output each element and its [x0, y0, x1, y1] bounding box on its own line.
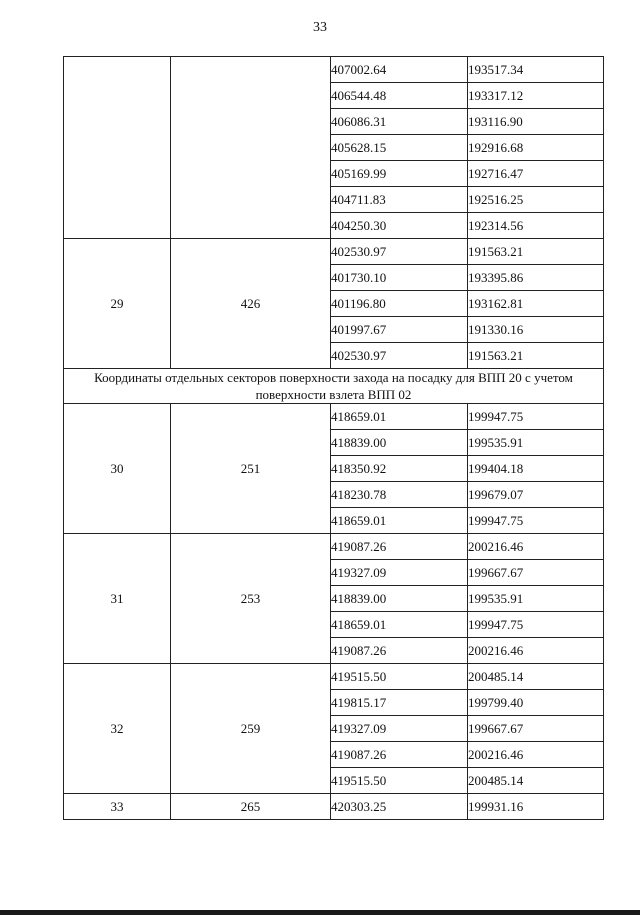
coordinate-x-cell: 420303.25 [331, 794, 468, 820]
coordinate-y-cell: 191330.16 [468, 317, 604, 343]
sector-number-cell: 29 [64, 239, 171, 369]
coordinate-y-cell: 199799.40 [468, 690, 604, 716]
coordinate-x-cell: 405169.99 [331, 161, 468, 187]
coordinates-table [63, 56, 604, 820]
coordinate-x-cell: 418659.01 [331, 612, 468, 638]
coordinate-x-cell: 407002.64 [331, 57, 468, 83]
table-row [64, 404, 604, 430]
coordinate-y-cell: 199947.75 [468, 612, 604, 638]
coordinate-y-cell: 191563.21 [468, 343, 604, 369]
coordinate-x-cell: 418659.01 [331, 404, 468, 430]
sector-number-cell: 30 [64, 404, 171, 534]
coordinate-x-cell: 418659.01 [331, 508, 468, 534]
page-number: 33 [313, 20, 327, 35]
coordinate-x-cell: 402530.97 [331, 343, 468, 369]
coordinate-x-cell: 419087.26 [331, 638, 468, 664]
sector-height-cell: 259 [171, 664, 331, 794]
coordinate-y-cell: 200216.46 [468, 638, 604, 664]
sector-height-cell [171, 57, 331, 239]
coordinate-y-cell: 199535.91 [468, 430, 604, 456]
coordinate-y-cell: 199679.07 [468, 482, 604, 508]
section-header-row [64, 369, 604, 404]
sector-height-cell: 265 [171, 794, 331, 820]
coordinate-y-cell: 193317.12 [468, 83, 604, 109]
table-row [64, 794, 604, 820]
coordinate-x-cell: 406086.31 [331, 109, 468, 135]
sector-number-cell: 33 [64, 794, 171, 820]
coordinate-y-cell: 200216.46 [468, 742, 604, 768]
coordinate-y-cell: 192916.68 [468, 135, 604, 161]
coordinate-x-cell: 419087.26 [331, 534, 468, 560]
coordinate-x-cell: 418839.00 [331, 586, 468, 612]
scan-bottom-edge [0, 910, 640, 915]
coordinate-y-cell: 199667.67 [468, 716, 604, 742]
table-row [64, 664, 604, 690]
coordinate-x-cell: 418350.92 [331, 456, 468, 482]
coordinate-x-cell: 404250.30 [331, 213, 468, 239]
coordinate-x-cell: 419087.26 [331, 742, 468, 768]
coordinate-y-cell: 199931.16 [468, 794, 604, 820]
coordinate-y-cell: 199535.91 [468, 586, 604, 612]
sector-number-cell: 31 [64, 534, 171, 664]
coordinate-x-cell: 419515.50 [331, 768, 468, 794]
coordinate-y-cell: 193395.86 [468, 265, 604, 291]
coordinates-table-body [64, 57, 604, 820]
coordinate-y-cell: 200485.14 [468, 664, 604, 690]
section-title: Координаты отдельных секторов поверхности захода на посадку для ВПП 20 с учетом поверхности взлета ВПП 02 [64, 369, 604, 404]
coordinate-y-cell: 193162.81 [468, 291, 604, 317]
coordinate-x-cell: 401997.67 [331, 317, 468, 343]
sector-height-cell: 253 [171, 534, 331, 664]
coordinate-y-cell: 199947.75 [468, 404, 604, 430]
sector-number-cell [64, 57, 171, 239]
coordinate-x-cell: 401730.10 [331, 265, 468, 291]
coordinate-y-cell: 193517.34 [468, 57, 604, 83]
table-row [64, 57, 604, 83]
coordinate-y-cell: 192716.47 [468, 161, 604, 187]
coordinate-x-cell: 402530.97 [331, 239, 468, 265]
coordinate-y-cell: 191563.21 [468, 239, 604, 265]
sector-number-cell: 32 [64, 664, 171, 794]
coordinate-y-cell: 192516.25 [468, 187, 604, 213]
table-row [64, 534, 604, 560]
coordinate-x-cell: 419327.09 [331, 716, 468, 742]
coordinate-y-cell: 192314.56 [468, 213, 604, 239]
coordinate-y-cell: 199667.67 [468, 560, 604, 586]
coordinate-x-cell: 419327.09 [331, 560, 468, 586]
coordinate-x-cell: 418839.00 [331, 430, 468, 456]
coordinate-y-cell: 199404.18 [468, 456, 604, 482]
coordinate-x-cell: 401196.80 [331, 291, 468, 317]
coordinate-y-cell: 199947.75 [468, 508, 604, 534]
coordinate-y-cell: 200216.46 [468, 534, 604, 560]
table-row [64, 239, 604, 265]
coordinate-x-cell: 404711.83 [331, 187, 468, 213]
coordinate-x-cell: 419515.50 [331, 664, 468, 690]
sector-height-cell: 426 [171, 239, 331, 369]
coordinate-x-cell: 418230.78 [331, 482, 468, 508]
coordinate-y-cell: 200485.14 [468, 768, 604, 794]
coordinate-x-cell: 406544.48 [331, 83, 468, 109]
sector-height-cell: 251 [171, 404, 331, 534]
coordinate-x-cell: 405628.15 [331, 135, 468, 161]
coordinate-y-cell: 193116.90 [468, 109, 604, 135]
coordinate-x-cell: 419815.17 [331, 690, 468, 716]
